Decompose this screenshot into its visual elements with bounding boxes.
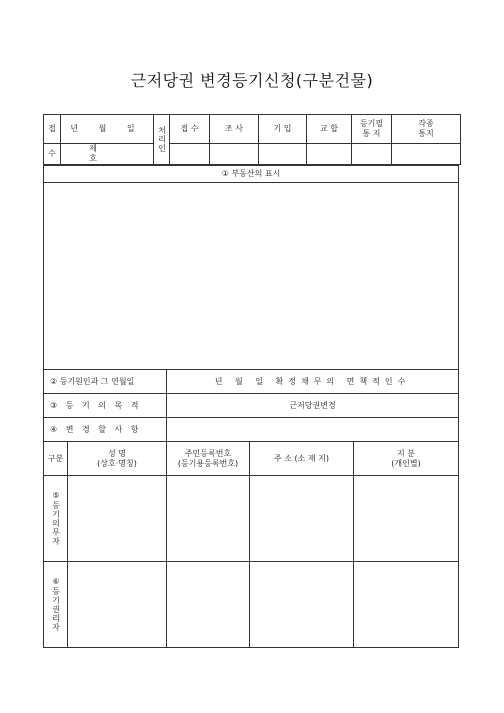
- header-verification: 교 합: [307, 115, 352, 144]
- header-various-notice: 각종 통지: [392, 115, 461, 144]
- holder-id-cell[interactable]: [167, 562, 250, 648]
- obligor-label: ⑤등기의무자: [44, 476, 68, 562]
- application-table: [43, 165, 459, 648]
- receipt-label-top: 접: [44, 115, 61, 144]
- receipt-date-label: 년 월 일: [61, 115, 154, 144]
- holder-address-cell[interactable]: [250, 562, 354, 648]
- cell-various-notice-value[interactable]: [392, 144, 461, 165]
- property-heading: ① 부동산의 표시: [44, 166, 459, 183]
- receipt-table: [43, 114, 461, 165]
- cell-inspection-value[interactable]: [210, 144, 259, 165]
- obligor-share-cell[interactable]: [354, 476, 459, 562]
- purpose-label: ③ 등 기 의 목 적: [44, 394, 167, 418]
- parties-header-id: 주민등록번호 (등기용등록번호): [167, 442, 250, 476]
- cause-value[interactable]: 년 월 일 확정채무의 면책적인수: [167, 370, 459, 394]
- parties-header-address: 주 소 (소 재 지): [250, 442, 354, 476]
- page-title: 근저당권 변경등기신청(구분건물): [130, 71, 374, 90]
- header-entry: 기 입: [259, 115, 307, 144]
- matter-label: ④ 변 경 할 사 항: [44, 418, 167, 442]
- header-inspection: 조 사: [210, 115, 259, 144]
- handler-label: 처리인: [154, 115, 170, 165]
- obligor-id-cell[interactable]: [167, 476, 250, 562]
- header-receipt: 접 수: [170, 115, 210, 144]
- header-completion-notice: 등기필 통 지: [352, 115, 392, 144]
- receipt-number-label: 제 호: [61, 144, 154, 165]
- parties-header-name: 성 명 (상호·명칭): [68, 442, 167, 476]
- property-description-area[interactable]: [44, 183, 459, 370]
- obligor-name-cell[interactable]: [68, 476, 167, 562]
- holder-share-cell[interactable]: [354, 562, 459, 648]
- cell-verification-value[interactable]: [307, 144, 352, 165]
- holder-name-cell[interactable]: [68, 562, 167, 648]
- cause-label: ② 등기원인과 그 연월일: [44, 370, 167, 394]
- cell-receipt-value[interactable]: [170, 144, 210, 165]
- parties-header-category: 구분: [44, 442, 68, 476]
- parties-header-share: 지 분 (개인별): [354, 442, 459, 476]
- receipt-label-bottom: 수: [44, 144, 61, 165]
- holder-label: ⑥등기권리자: [44, 562, 68, 648]
- cell-entry-value[interactable]: [259, 144, 307, 165]
- purpose-value[interactable]: 근저당권변경: [167, 394, 459, 418]
- cell-completion-notice-value[interactable]: [352, 144, 392, 165]
- matter-value[interactable]: [167, 418, 459, 442]
- obligor-address-cell[interactable]: [250, 476, 354, 562]
